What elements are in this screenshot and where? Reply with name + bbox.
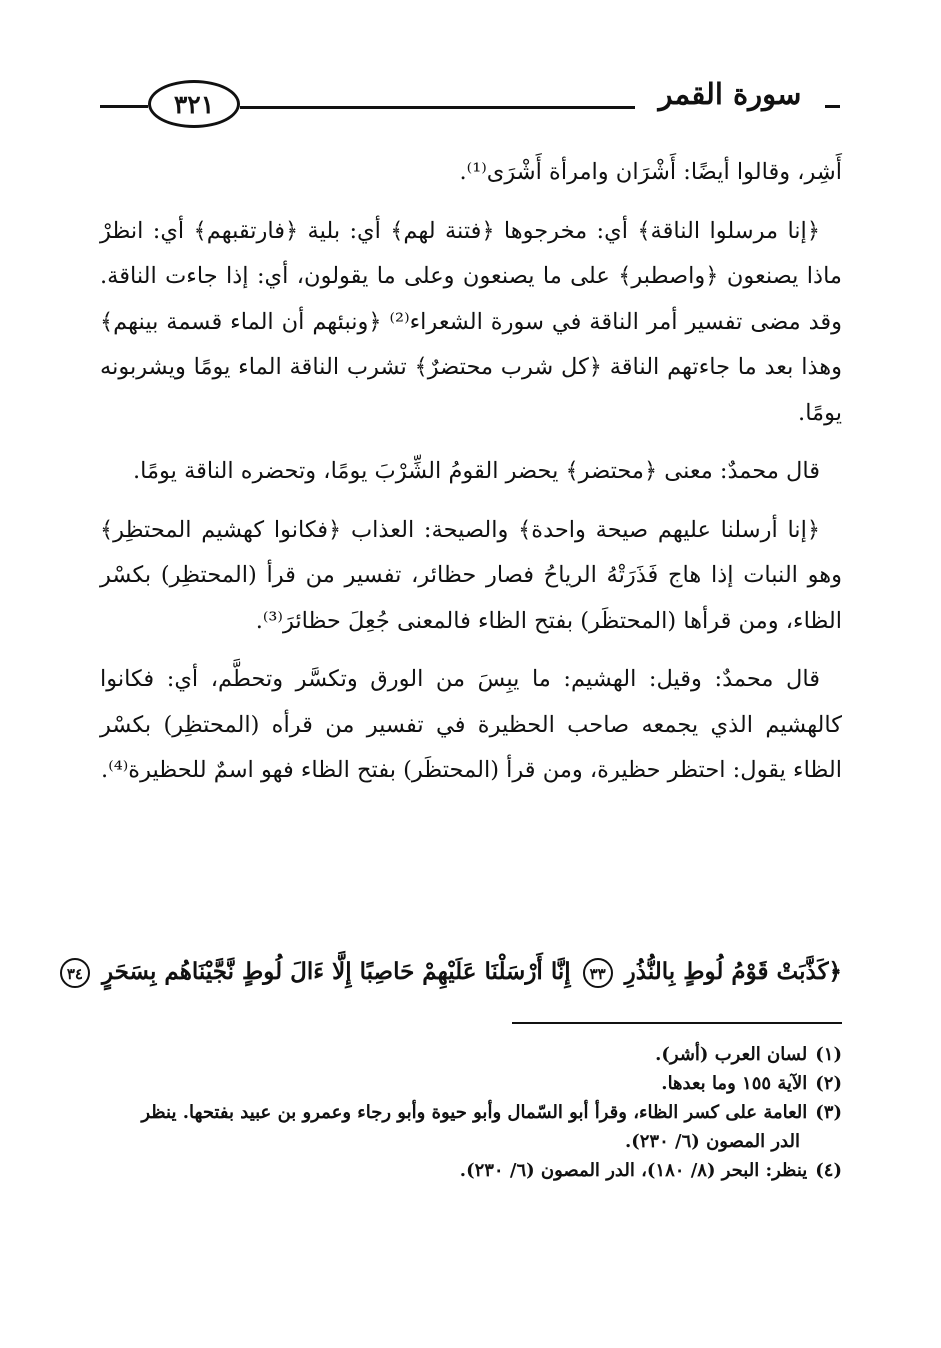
footnote [100,1069,842,1098]
quran-verse-line [66,958,842,988]
footnote [100,1156,842,1185]
footnotes [100,1040,842,1185]
footnote-text: لسان العرب (أشر). [655,1044,808,1065]
footnote-number: (٣) [815,1102,842,1123]
footnote [100,1098,842,1127]
paragraph: قال محمدٌ: وقيل: الهشيم: ما يبِسَ من الورق وتكسَّر وتحطَّم، أي: فكانوا كالهشيم الذي يجمعه صاحب الحظيرة في تفسير من قرأه (المحتظِر) بكسْر الظاء يقول: احتظر حظيرة، ومن قرأ (المحتظَر) بفتح الظاء فهو اسمٌ للحظيرة⁽⁴⁾. [100,666,842,783]
footnote-text: الآية ١٥٥ وما بعدها. [661,1073,808,1094]
header-rule [240,106,635,109]
footnote-continuation: الدر المصون (٦/ ٢٣٠). [624,1131,800,1152]
header-rule [825,105,840,108]
ayah-number-mark: ٣٣ [583,958,613,988]
page-number-text: ٣٢١ [173,89,215,119]
page-header [100,75,840,135]
header-rule [100,105,148,108]
page-number [148,80,240,128]
main-text [100,150,842,807]
surah-title: سورة القمر [658,77,802,111]
footnote-number: (٤) [815,1160,842,1181]
paragraph: ﴿إنا أرسلنا عليهم صيحة واحدة﴾ والصيحة: العذاب ﴿فكانوا كهشيم المحتظِر﴾ وهو النبات إذا هاج فَذَرَتْهُ الرياحُ فصار حظائر، تفسير من قرأ (المحتظِر) بكسْر الظاء، ومن قرأها (المحتظَر) بفتح الظاء فالمعنى جُعِلَ حظائرَ⁽³⁾. [100,516,842,634]
footnote-number: (٢) [815,1073,842,1094]
footnote-number: (١) [815,1044,842,1065]
footnote [100,1040,842,1069]
footnote-text: ينظر: البحر (٨/ ١٨٠)، الدر المصون (٦/ ٢٣٠). [459,1160,808,1181]
ayah-number-mark: ٣٤ [60,958,90,988]
verse-text: إِنَّا أَرْسَلْنَا عَلَيْهِمْ حَاصِبًا إِلَّا ءَالَ لُوطٍ نَّجَّيْنَاهُم بِسَحَرٍ [101,958,571,985]
footnote-separator [512,1022,842,1024]
paragraph: أَشِر، وقالوا أيضًا: أَشْرَان وامرأة أَشْرَى⁽¹⁾. [459,159,842,185]
paragraph: قال محمدٌ: معنى ﴿محتضر﴾ يحضر القومُ الشِّرْبَ يومًا، وتحضره الناقة يومًا. [132,458,820,484]
footnote-text: العامة على كسر الظاء، وقرأ أبو السّمال وأبو حيوة وأبو رجاء وعمرو بن عبيد بفتحها. ينظر [141,1102,808,1123]
verse-text: ﴿كَذَّبَتْ قَوْمُ لُوطٍ بِالنُّذُرِ [624,958,842,985]
paragraph: ﴿إنا مرسلوا الناقة﴾ أي: مخرجوها ﴿فتنة لهم﴾ أي: بلية ﴿فارتقبهم﴾ أي: انظرْ ماذا يصنعون ﴿واصطبر﴾ على ما يصنعون وعلى ما يقولون، أي: إذا جاءت الناقة. وقد مضى تفسير أمر الناقة في سورة الشعراء⁽²⁾ ﴿ونبئهم أن الماء قسمة بينهم﴾ وهذا بعد ما جاءتهم الناقة ﴿كل شرب محتضرٌ﴾ تشرب الناقة الماء يومًا ويشربونه يومًا. [100,217,842,426]
